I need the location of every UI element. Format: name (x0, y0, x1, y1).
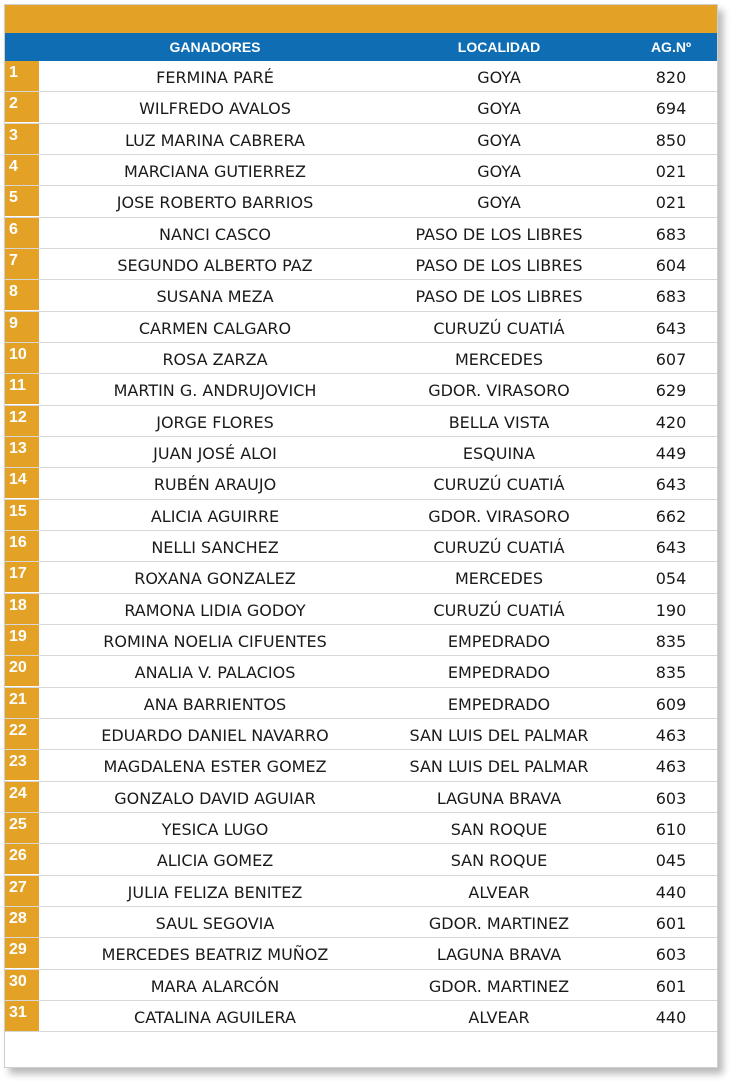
table-row (5, 656, 717, 687)
table-row (5, 813, 717, 844)
winner-name: JUAN JOSÉ ALOI (153, 443, 277, 463)
agency-number: 601 (655, 976, 687, 996)
winner-locality: EMPEDRADO (447, 694, 551, 714)
winner-name: YESICA LUGO (161, 819, 269, 839)
winner-locality: GOYA (477, 99, 521, 119)
table-row (5, 844, 717, 875)
table-row (5, 124, 717, 155)
agency-number: 054 (655, 569, 687, 589)
agency-number: 021 (655, 161, 687, 181)
winner-locality: GDOR. MARTINEZ (428, 913, 570, 933)
row-number: 31 (5, 1001, 39, 1031)
winner-name: MAGDALENA ESTER GOMEZ (103, 757, 327, 777)
winner-locality: MERCEDES (454, 569, 544, 589)
winner-name: JORGE FLORES (156, 412, 274, 432)
winner-name: EDUARDO DANIEL NAVARRO (101, 725, 329, 745)
row-number: 16 (5, 531, 39, 561)
winner-locality: PASO DE LOS LIBRES (415, 224, 583, 244)
table-row (5, 562, 717, 593)
winner-name: CATALINA AGUILERA (134, 1007, 296, 1027)
table-row (5, 374, 717, 405)
winners-table-card (4, 4, 718, 1068)
winner-locality: GOYA (477, 68, 521, 87)
winner-name: RAMONA LIDIA GODOY (124, 600, 306, 620)
table-body (5, 61, 717, 1032)
row-number: 30 (5, 970, 39, 1000)
agency-number: 601 (655, 913, 687, 933)
row-number: 2 (5, 92, 39, 122)
winner-locality: PASO DE LOS LIBRES (415, 255, 583, 275)
winner-name: SAUL SEGOVIA (155, 913, 275, 933)
agency-number: 835 (655, 663, 687, 683)
winner-name: JULIA FELIZA BENITEZ (127, 882, 303, 902)
row-number: 11 (5, 374, 39, 404)
table-row (5, 876, 717, 907)
agency-number: 463 (655, 757, 687, 777)
winner-name: MARTIN G. ANDRUJOVICH (113, 381, 317, 401)
row-number: 13 (5, 437, 39, 467)
table-row (5, 186, 717, 217)
winner-locality: GOYA (477, 193, 521, 213)
table-row (5, 625, 717, 656)
agency-number: 694 (655, 99, 687, 119)
winner-name: ANA BARRIENTOS (143, 694, 287, 714)
row-number: 25 (5, 813, 39, 843)
winner-name: GONZALO DAVID AGUIAR (114, 788, 316, 808)
agency-number: 609 (655, 694, 687, 714)
table-row (5, 61, 717, 92)
winner-name: WILFREDO AVALOS (139, 99, 291, 119)
winner-name: JOSE ROBERTO BARRIOS (116, 193, 314, 213)
winner-locality: LAGUNA BRAVA (436, 945, 562, 965)
winner-name: MERCEDES BEATRIZ MUÑOZ (101, 945, 329, 965)
row-number: 9 (5, 312, 39, 342)
winner-name: LUZ MARINA CABRERA (125, 130, 305, 150)
winner-name: ALICIA AGUIRRE (150, 506, 280, 526)
winner-locality: SAN ROQUE (450, 819, 548, 839)
winner-locality: GDOR. VIRASORO (428, 381, 570, 401)
agency-number: 463 (655, 725, 687, 745)
row-number: 22 (5, 719, 39, 749)
agency-number: 420 (655, 412, 687, 432)
winner-name: ROSA ZARZA (162, 349, 268, 369)
winner-name: MARA ALARCÓN (150, 976, 280, 996)
agency-number: 835 (655, 631, 687, 651)
table-row (5, 1001, 717, 1032)
row-number: 28 (5, 907, 39, 937)
table-row (5, 594, 717, 625)
agency-number: 683 (655, 287, 687, 307)
agency-number: 449 (655, 443, 687, 463)
agency-number: 190 (655, 600, 687, 620)
winner-locality: EMPEDRADO (447, 631, 551, 651)
header-ganadores: GANADORES (169, 39, 261, 55)
agency-number: 440 (655, 1007, 687, 1027)
table-row (5, 907, 717, 938)
agency-number: 604 (655, 255, 687, 275)
row-number: 19 (5, 625, 39, 655)
row-number: 14 (5, 468, 39, 498)
row-number: 29 (5, 938, 39, 968)
table-row (5, 938, 717, 969)
table-row (5, 688, 717, 719)
agency-number: 021 (655, 193, 687, 213)
table-row (5, 970, 717, 1001)
agency-number: 045 (655, 851, 687, 871)
winner-name: CARMEN CALGARO (138, 318, 292, 338)
header-localidad: LOCALIDAD (457, 39, 541, 55)
row-number: 8 (5, 280, 39, 310)
row-number: 6 (5, 218, 39, 248)
row-number: 3 (5, 124, 39, 154)
winner-name: ALICIA GOMEZ (156, 851, 274, 871)
winner-name: SEGUNDO ALBERTO PAZ (117, 255, 313, 275)
winner-name: SUSANA MEZA (156, 287, 274, 307)
winner-locality: ALVEAR (468, 882, 530, 902)
row-number: 5 (5, 186, 39, 216)
winner-locality: LAGUNA BRAVA (436, 788, 562, 808)
table-row (5, 500, 717, 531)
winner-name: ROXANA GONZALEZ (134, 569, 296, 589)
winner-name: RUBÉN ARAUJO (153, 475, 277, 495)
row-number: 24 (5, 782, 39, 812)
table-row (5, 468, 717, 499)
row-number: 27 (5, 876, 39, 906)
row-number: 23 (5, 750, 39, 780)
row-number: 4 (5, 155, 39, 185)
winner-locality: MERCEDES (454, 349, 544, 369)
winner-locality: EMPEDRADO (447, 663, 551, 683)
row-number: 7 (5, 249, 39, 279)
agency-number: 440 (655, 882, 687, 902)
agency-number: 662 (655, 506, 687, 526)
winner-locality: SAN ROQUE (450, 851, 548, 871)
winner-name: ANALIA V. PALACIOS (134, 663, 296, 683)
agency-number: 610 (655, 819, 687, 839)
winner-name: ROMINA NOELIA CIFUENTES (103, 631, 327, 651)
agency-number: 643 (655, 537, 687, 557)
table-row (5, 531, 717, 562)
winner-locality: GOYA (477, 161, 521, 181)
agency-number: 629 (655, 381, 687, 401)
row-number: 20 (5, 656, 39, 686)
agency-number: 683 (655, 224, 687, 244)
winner-locality: GDOR. MARTINEZ (428, 976, 570, 996)
row-number: 10 (5, 343, 39, 373)
table-row (5, 92, 717, 123)
agency-number: 850 (655, 130, 687, 150)
agency-number: 643 (655, 475, 687, 495)
winner-locality: CURUZÚ CUATIÁ (433, 537, 565, 557)
table-row (5, 750, 717, 781)
table-row (5, 280, 717, 311)
winner-locality: SAN LUIS DEL PALMAR (409, 725, 589, 745)
winner-locality: PASO DE LOS LIBRES (415, 287, 583, 307)
winner-locality: GOYA (477, 130, 521, 150)
winner-locality: CURUZÚ CUATIÁ (433, 475, 565, 495)
row-number: 15 (5, 500, 39, 530)
table-row (5, 437, 717, 468)
table-row (5, 782, 717, 813)
agency-number: 607 (655, 349, 687, 369)
agency-number: 603 (655, 788, 687, 808)
table-row (5, 719, 717, 750)
row-number: 1 (5, 61, 39, 91)
winner-name: MARCIANA GUTIERREZ (124, 161, 306, 181)
winner-name: FERMINA PARÉ (156, 68, 274, 87)
winner-locality: SAN LUIS DEL PALMAR (409, 757, 589, 777)
winner-locality: CURUZÚ CUATIÁ (433, 600, 565, 620)
row-number: 18 (5, 594, 39, 624)
table-row (5, 155, 717, 186)
winner-name: NELLI SANCHEZ (151, 537, 279, 557)
row-number: 21 (5, 688, 39, 718)
top-accent-bar (5, 5, 717, 33)
header-agencia: AG.Nº (650, 39, 692, 55)
winner-locality: BELLA VISTA (448, 412, 550, 432)
agency-number: 820 (655, 68, 687, 87)
table-row (5, 406, 717, 437)
winner-locality: GDOR. VIRASORO (428, 506, 570, 526)
table-row (5, 343, 717, 374)
table-header (5, 33, 717, 61)
table-row (5, 249, 717, 280)
winner-locality: ESQUINA (462, 443, 536, 463)
row-number: 26 (5, 844, 39, 874)
row-number: 17 (5, 562, 39, 592)
table-row (5, 218, 717, 249)
winner-locality: ALVEAR (468, 1007, 530, 1027)
winner-name: NANCI CASCO (159, 224, 271, 244)
table-row (5, 312, 717, 343)
agency-number: 603 (655, 945, 687, 965)
agency-number: 643 (655, 318, 687, 338)
winner-locality: CURUZÚ CUATIÁ (433, 318, 565, 338)
row-number: 12 (5, 406, 39, 436)
